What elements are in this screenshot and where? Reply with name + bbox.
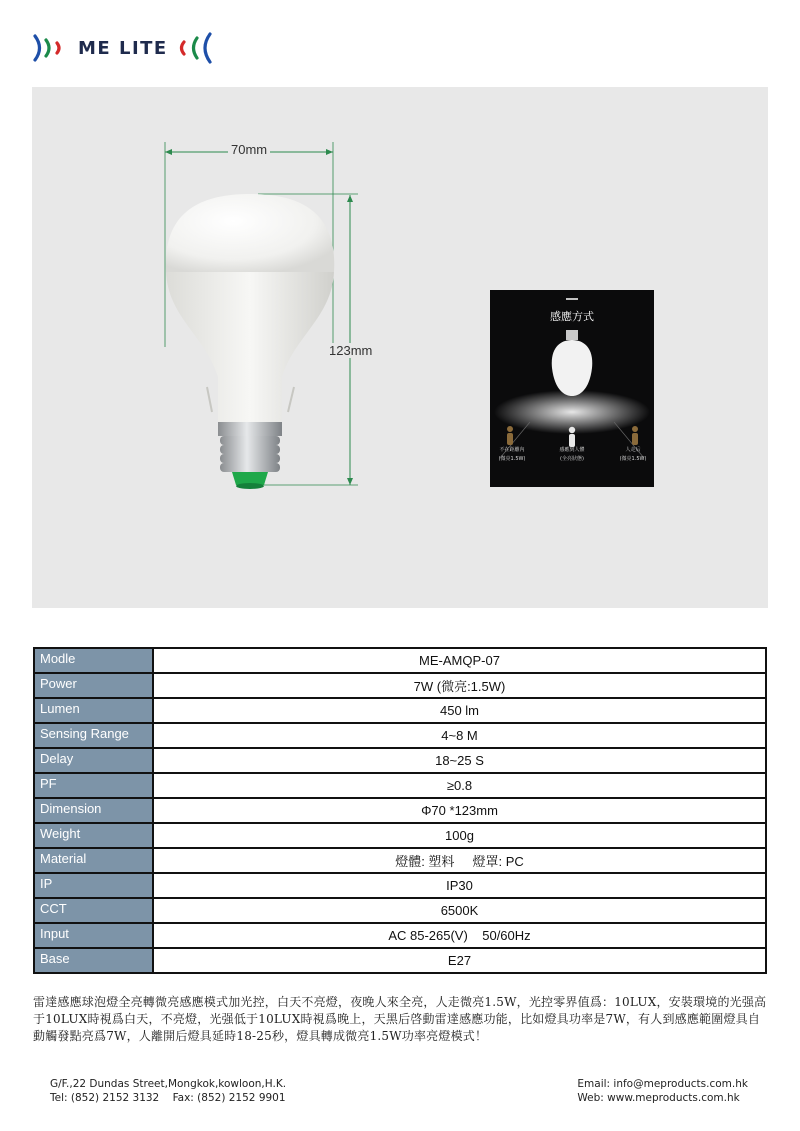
bulb-dimension-drawing xyxy=(32,87,768,608)
table-row xyxy=(34,948,766,973)
table-row xyxy=(34,798,766,823)
inset-left-caption: 不在距離內 (微亮1.5W) xyxy=(498,447,526,462)
spec-value: IP30 xyxy=(153,873,766,898)
inset-title: 感應方式 xyxy=(550,310,594,323)
spec-value: 100g xyxy=(153,823,766,848)
footer-address: G/F.,22 Dundas Street,Mongkok,kowloon,H.K. xyxy=(50,1078,287,1090)
spec-value: E27 xyxy=(153,948,766,973)
spec-label: Dimension xyxy=(34,798,153,823)
spec-label: PF xyxy=(34,773,153,798)
spec-value: Φ70 *123mm xyxy=(153,798,766,823)
brand-logo xyxy=(32,30,220,66)
table-row xyxy=(34,923,766,948)
spec-label: Lumen xyxy=(34,698,153,723)
width-dimension-label: 70mm xyxy=(228,142,270,157)
spec-label: CCT xyxy=(34,898,153,923)
spec-value: 6500K xyxy=(153,898,766,923)
spec-value: AC 85-265(V) 50/60Hz xyxy=(153,923,766,948)
table-row xyxy=(34,723,766,748)
spec-label: Power xyxy=(34,673,153,698)
spec-value: ≥0.8 xyxy=(153,773,766,798)
table-row xyxy=(34,698,766,723)
inset-center-caption: 感應到人體 (全亮狀態) xyxy=(559,447,585,462)
spec-label: Modle xyxy=(34,648,153,673)
table-row xyxy=(34,673,766,698)
spec-label: Input xyxy=(34,923,153,948)
spec-label: Material xyxy=(34,848,153,873)
footer-contact-left xyxy=(50,1077,286,1105)
table-row xyxy=(34,648,766,673)
footer-web[interactable]: Web: www.meproducts.com.hk xyxy=(577,1092,740,1104)
footer-phone: Tel: (852) 2152 3132 Fax: (852) 2152 9901 xyxy=(50,1092,286,1104)
table-row xyxy=(34,823,766,848)
spec-value: 18~25 S xyxy=(153,748,766,773)
spec-label: Sensing Range xyxy=(34,723,153,748)
spec-value: 450 lm xyxy=(153,698,766,723)
sensing-mode-inset xyxy=(490,290,654,487)
brand-name: ME LITE xyxy=(78,37,168,59)
product-description: 雷達感應球泡燈全亮轉微亮感應模式加光控，白天不亮燈，夜晚人來全亮，人走微亮1.5W，光控零界值爲：10LUX，安裝環境的光强高于10LUX時視爲白天，不亮燈，光强低于10LUX時視爲晚上，天黑后啓動雷達感應功能，比如燈具功率是7W，有人到感應範圍燈具自動觸發點亮爲7W，人離開后燈具延時18-25秒，燈具轉成微亮1.5W功率亮燈模式！ xyxy=(33,995,767,1043)
spec-label: Delay xyxy=(34,748,153,773)
table-row xyxy=(34,748,766,773)
table-row xyxy=(34,773,766,798)
spec-value: 燈體: 塑料 燈罩: PC xyxy=(153,848,766,873)
spec-value: ME-AMQP-07 xyxy=(153,648,766,673)
spec-table xyxy=(33,647,767,974)
logo-right-arcs-icon xyxy=(176,31,220,65)
spec-label: Weight xyxy=(34,823,153,848)
inset-right-caption: 人走后 (微亮1.5W) xyxy=(619,447,647,462)
footer-contact-right xyxy=(577,1077,748,1105)
product-figure xyxy=(32,87,768,608)
spec-label: Base xyxy=(34,948,153,973)
spec-value: 4~8 M xyxy=(153,723,766,748)
logo-left-arcs-icon xyxy=(32,33,70,63)
spec-value: 7W (微亮:1.5W) xyxy=(153,673,766,698)
height-dimension-label: 123mm xyxy=(326,343,375,358)
footer-email[interactable]: Email: info@meproducts.com.hk xyxy=(577,1078,748,1090)
table-row xyxy=(34,848,766,873)
table-row xyxy=(34,873,766,898)
table-row xyxy=(34,898,766,923)
spec-label: IP xyxy=(34,873,153,898)
